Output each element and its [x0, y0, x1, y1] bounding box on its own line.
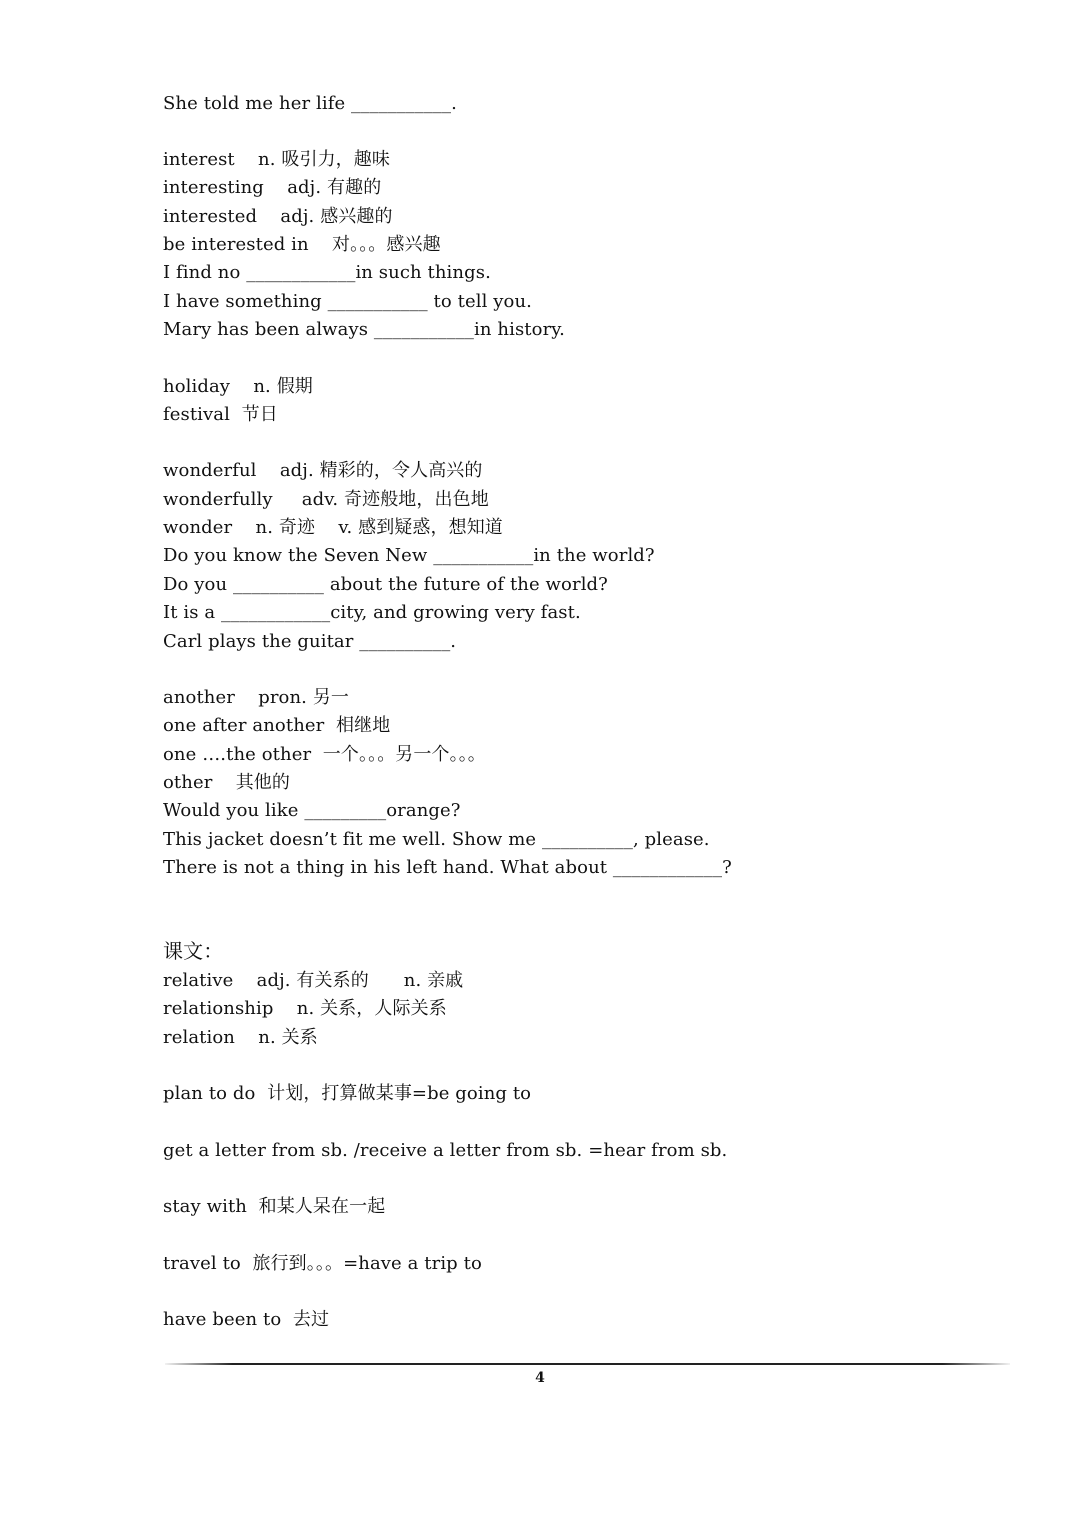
text-line: relationship n. 关系，人际关系 — [163, 998, 447, 1019]
text-line: plan to do 计划，打算做某事=be going to — [163, 1083, 532, 1104]
text-line: She told me her life ___________. — [163, 93, 457, 114]
text-line: another pron. 另一 — [163, 687, 350, 708]
page-number: 4 — [535, 1370, 545, 1386]
text-line: holiday n. 假期 — [163, 376, 313, 397]
text-line: Carl plays the guitar __________. — [163, 631, 457, 652]
text-line: interested adj. 感兴趣的 — [163, 206, 393, 227]
text-line: There is not a thing in his left hand. What about ____________? — [163, 857, 732, 878]
text-line: interest n. 吸引力，趣味 — [163, 149, 390, 170]
text-line: one ….the other 一个。。。另一个。。。 — [163, 744, 486, 765]
text-line: get a letter from sb. /receive a letter from sb. =hear from sb. — [163, 1140, 728, 1161]
text-line: travel to 旅行到。。。=have a trip to — [163, 1253, 482, 1274]
text-line: Would you like _________orange? — [163, 800, 461, 821]
text-line: relation n. 关系 — [163, 1027, 318, 1048]
text-line: Do you __________ about the future of the world? — [163, 574, 608, 595]
text-line: This jacket doesn’t fit me well. Show me __________, please. — [163, 829, 710, 850]
text-line: one after another 相继地 — [163, 715, 391, 736]
text-line: stay with 和某人呆在一起 — [163, 1196, 386, 1217]
text-line: I have something ___________ to tell you. — [163, 291, 532, 312]
text-line: be interested in 对。。。感兴趣 — [163, 234, 441, 255]
text-line: other 其他的 — [163, 772, 291, 793]
text-line: wonderful adj. 精彩的，令人高兴的 — [163, 460, 483, 481]
text-line: relative adj. 有关系的 n. 亲戚 — [163, 970, 464, 991]
footer-divider — [165, 1363, 1010, 1365]
text-line: Mary has been always ___________in history. — [163, 319, 565, 340]
text-line: Do you know the Seven New ___________in the world? — [163, 545, 655, 566]
text-line: It is a ____________city, and growing very fast. — [163, 602, 581, 623]
text-line: have been to 去过 — [163, 1309, 330, 1330]
text-line: interesting adj. 有趣的 — [163, 177, 382, 198]
text-line: festival 节日 — [163, 404, 278, 425]
text-line: wonder n. 奇迹 v. 感到疑惑，想知道 — [163, 517, 503, 538]
section-heading: 课文： — [163, 939, 224, 963]
text-line: wonderfully adv. 奇迹般地，出色地 — [163, 489, 489, 510]
text-line: I find no ____________in such things. — [163, 262, 491, 283]
